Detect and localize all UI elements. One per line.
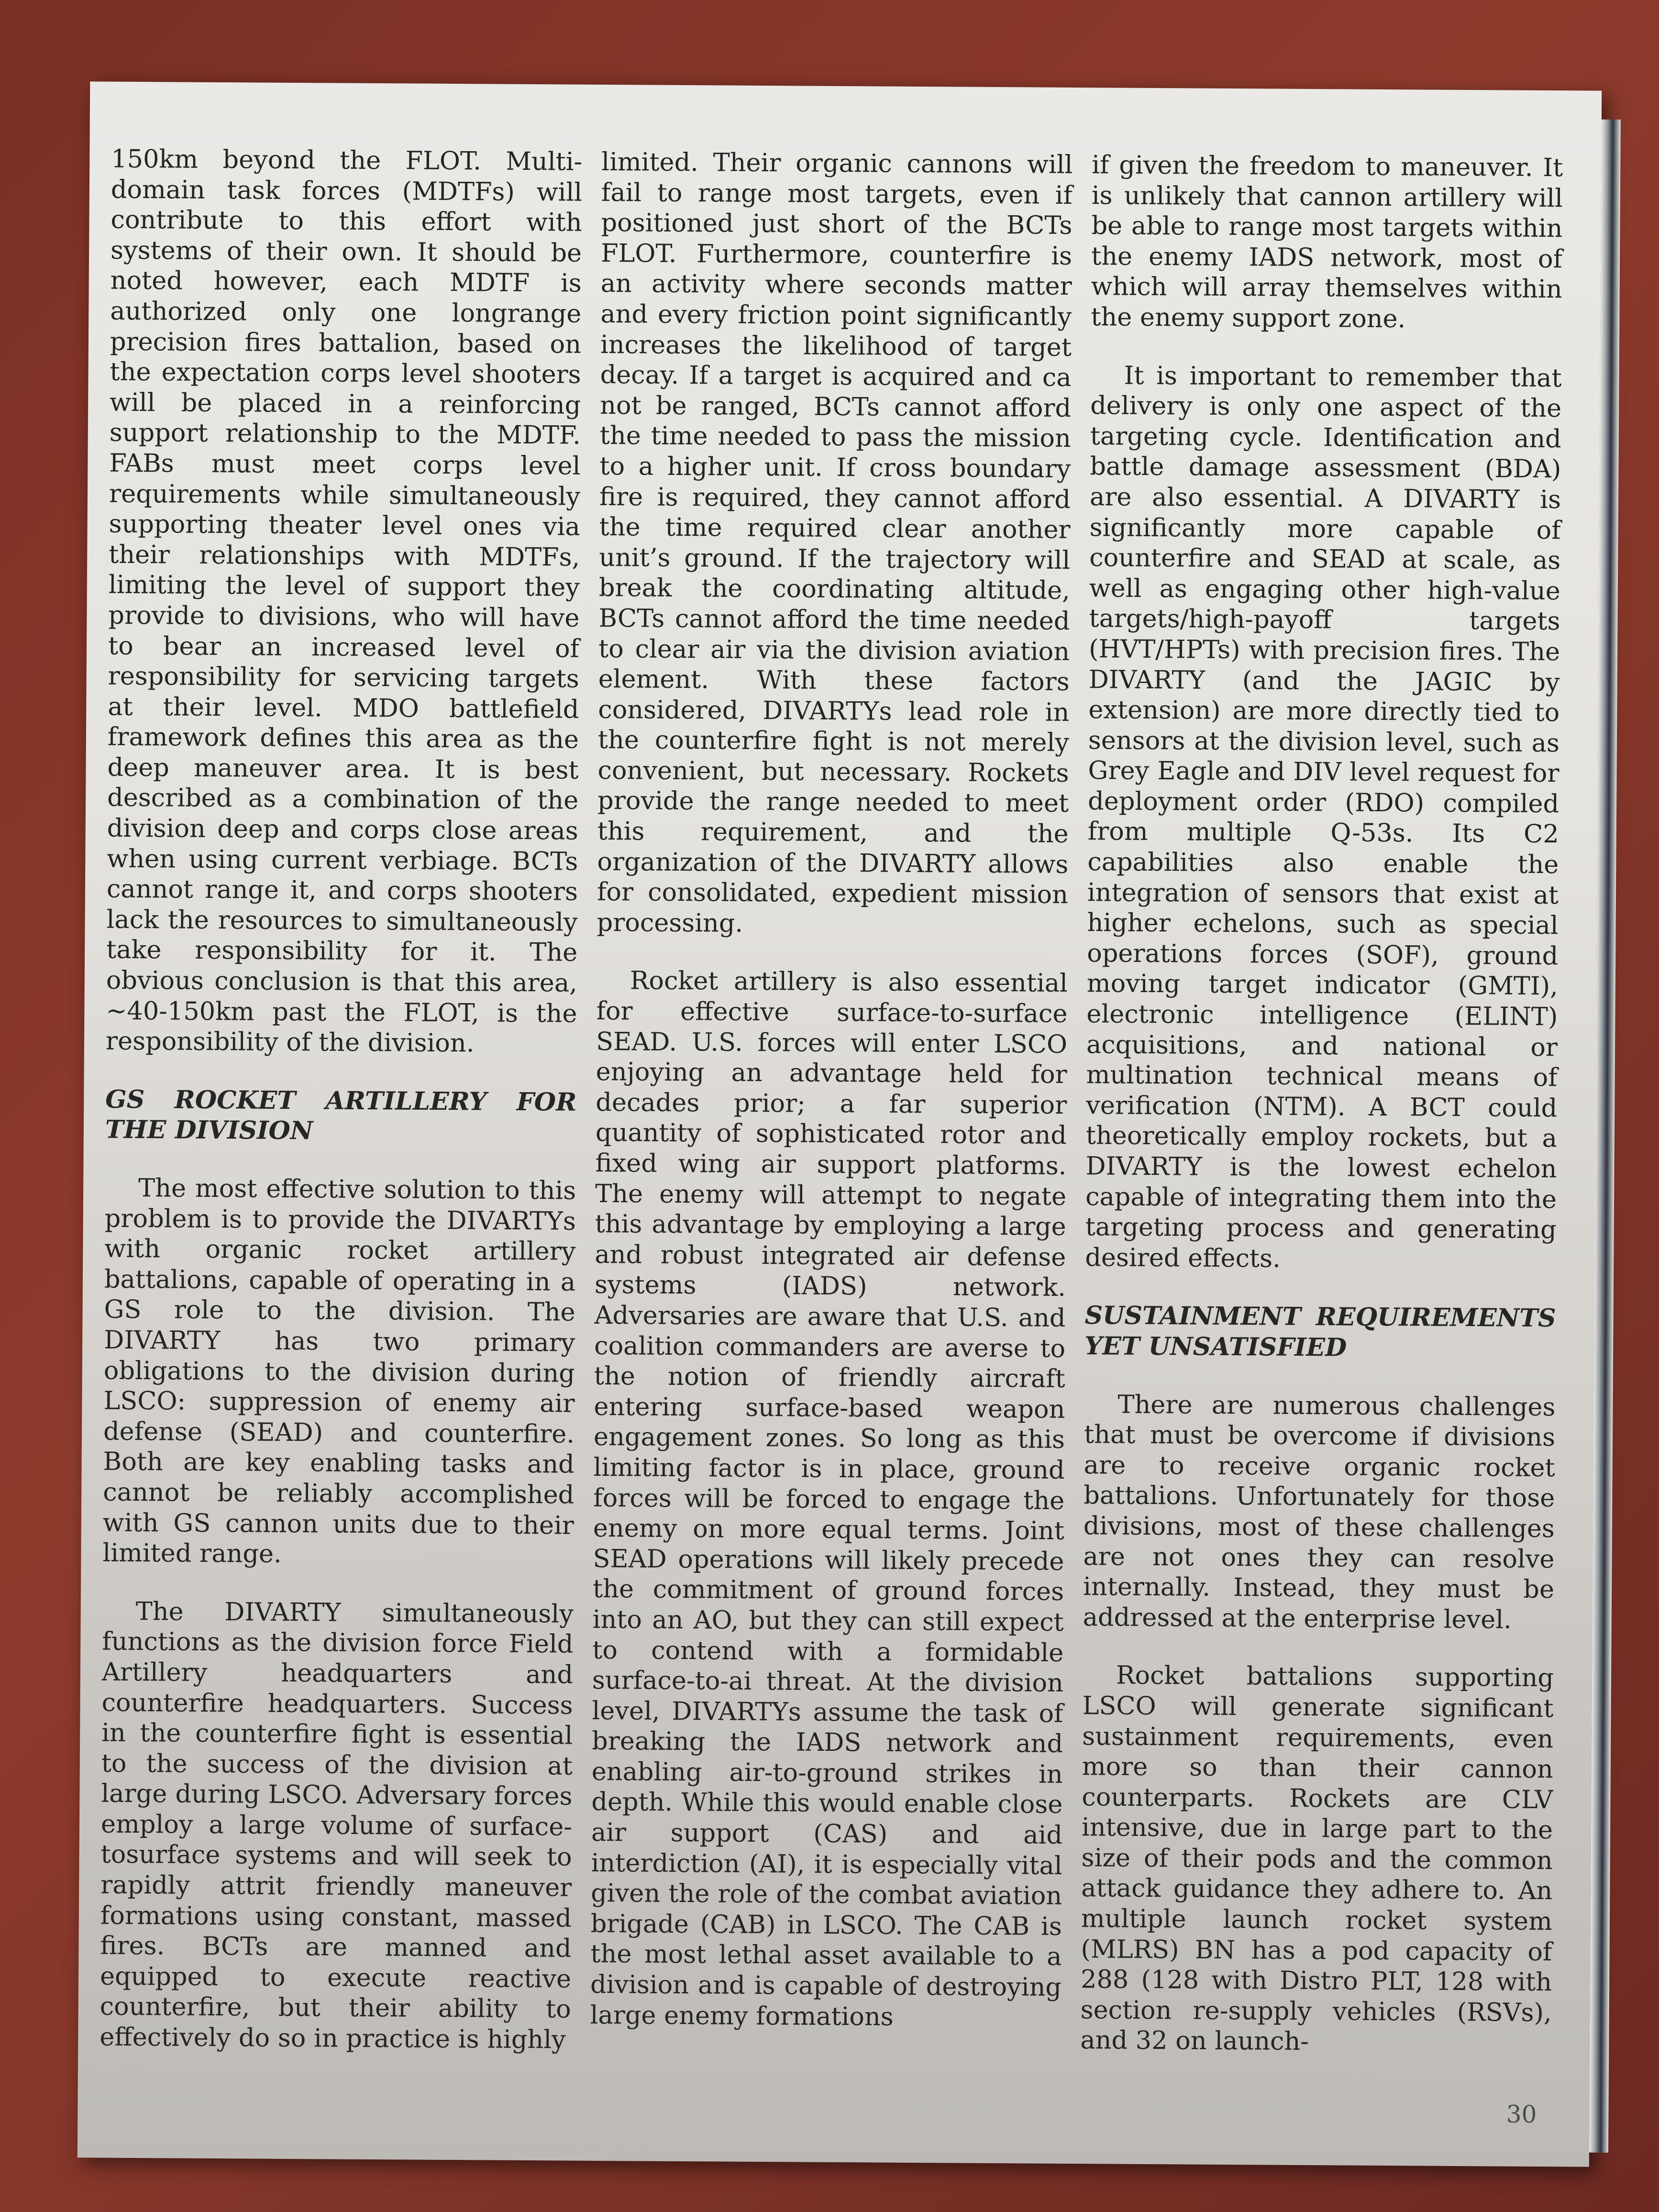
paragraph: The most effective solution to this problem is to provide the DIVARTYs with organic rocket artillery battalions, capable of operating in a GS role to the division. The DIVARTY has two primary obligations to the division during LSCO: suppression of enemy air defense (SEAD) and counterfire. Both are key enabling tasks and cannot be reliably accomplished with GS cannon units due to their limited range. — [102, 1173, 576, 1569]
section-heading: GS ROCKET ARTILLERY FOR THE DIVISION — [105, 1084, 577, 1146]
paragraph: 150km beyond the FLOT. Multi-domain task forces (MDTFs) will contribute to this effort with systems of their own. It should be noted however, each MDTF is authorized only one longrange precision fires battalion, based on the expectation corps level shooters will be placed in a reinforcing support relationship to the MDTF. FABs must meet corps level requirements while simultaneously supporting theater level ones via their relationships with MDTFs, limiting the level of support they provide to divisions, who will have to bear an increased level of responsibility for servicing targets at their level. MDO battlefield framework defines this area as the deep maneuver area. It is best described as a combination of the division deep and corps close areas when using current verbiage. BCTs cannot range it, and corps shooters lack the resources to simultaneously take responsibility for it. The obvious conclusion is that this area, ~40-150km past the FLOT, is the responsibility of the division. — [105, 144, 583, 1058]
page-number: 30 — [1506, 2100, 1537, 2128]
page-stack-edge — [1589, 120, 1621, 2153]
column-1 — [100, 144, 583, 2084]
paragraph: The DIVARTY simultaneously functions as the division force Field Artillery headquarters and counterfire headquarters. Success in the counterfire fight is essential to the success of the division at large during LSCO. Adversary forces employ a large volume of surface-tosurface systems and will seek to rapidly attrit friendly maneuver formations using constant, massed fires. BCTs are manned and equipped to execute reactive counterfire, but their ability to effectively do so in practice is highly — [100, 1596, 574, 2055]
paragraph: if given the freedom to maneuver. It is unlikely that cannon artillery will be able to range most targets within the enemy IADS network, most of which will array themselves within the enemy support zone. — [1091, 150, 1563, 334]
paragraph: There are numerous challenges that must be overcome if divisions are to receive organic rocket battalions. Unfortunately for those divisions, most of these challenges are not ones they can resolve internally. Instead, they must be addressed at the enterprise level. — [1083, 1390, 1556, 1635]
column-3 — [1080, 150, 1563, 2090]
magazine-page — [77, 81, 1602, 2167]
paragraph: Rocket artillery is also essential for effective surface-to-surface SEAD. U.S. forces will enter LSCO enjoying an advantage held for decades prior; a far superior quantity of sophisticated rotor and fixed wing air support platforms. The enemy will attempt to negate this advantage by employing a large and robust integrated air defense systems (IADS) network. Adversaries are aware that U.S. and coalition commanders are averse to the notion of friendly aircraft entering surface-based weapon engagement zones. So long as this limiting factor is in place, ground forces will be forced to engage the enemy on more equal terms. Joint SEAD operations will likely precede the commitment of ground forces into an AO, but they can still expect to contend with a formidable surface-to-ai threat. At the division level, DIVARTYs assume the task of breaking the IADS network and enabling air-to-ground strikes in depth. While this would enable close air support (CAS) and aid interdiction (AI), it is especially vital given the role of the combat aviation brigade (CAB) in LSCO. The CAB is the most lethal asset available to a division and is capable of destroying large enemy formations — [590, 966, 1068, 2032]
paragraph: Rocket battalions supporting LSCO will generate significant sustainment requirements, even more so than their cannon counterparts. Rockets are CLV intensive, due in large part to the size of their pods and the common attack guidance they adhere to. An multiple launch rocket system (MLRS) BN has a pod capacity of 288 (128 with Distro PLT, 128 with section re-supply vehicles (RSVs), and 32 on launch- — [1080, 1660, 1554, 2057]
article-body — [100, 144, 1566, 2090]
column-2 — [590, 147, 1073, 2087]
paragraph: limited. Their organic cannons will fail to range most targets, even if positioned just short of the BCTs FLOT. Furthermore, counterfire is an activity where seconds matter and every friction point significantly increases the likelihood of target decay. If a target is acquired and ca not be ranged, BCTs cannot afford the time needed to pass the mission to a higher unit. If cross boundary fire is required, they cannot afford the time required clear another unit’s ground. If the trajectory will break the coordinating altitude, BCTs cannot afford the time needed to clear air via the division aviation element. With these factors considered, DIVARTYs lead role in the counterfire fight is not merely convenient, but necessary. Rockets provide the range needed to meet this requirement, and the organization of the DIVARTY allows for consolidated, expedient mission processing. — [597, 147, 1073, 938]
section-heading: SUSTAINMENT REQUIREMENTS YET UNSATISFIED — [1084, 1301, 1556, 1362]
paragraph: It is important to remember that delivery is only one aspect of the targeting cycle. Identification and battle damage assessment (BDA) are also essential. A DIVARTY is significantly more capable of counterfire and SEAD at scale, as well as engaging other high-value targets/high-payoff targets (HVT/HPTs) with precision fires. The DIVARTY (and the JAGIC by extension) are more directly tied to sensors at the division level, such as Grey Eagle and DIV level request for deployment order (RDO) compiled from multiple Q-53s. Its C2 capabilities also enable the integration of sensors that exist at higher echelons, such as special operations forces (SOF), ground moving target indicator (GMTI), electronic intelligence (ELINT) acquisitions, and national or multination technical means of verification (NTM). A BCT could theoretically employ rockets, but a DIVARTY is the lowest echelon capable of integrating them into the targeting process and generating desired effects. — [1085, 361, 1562, 1273]
